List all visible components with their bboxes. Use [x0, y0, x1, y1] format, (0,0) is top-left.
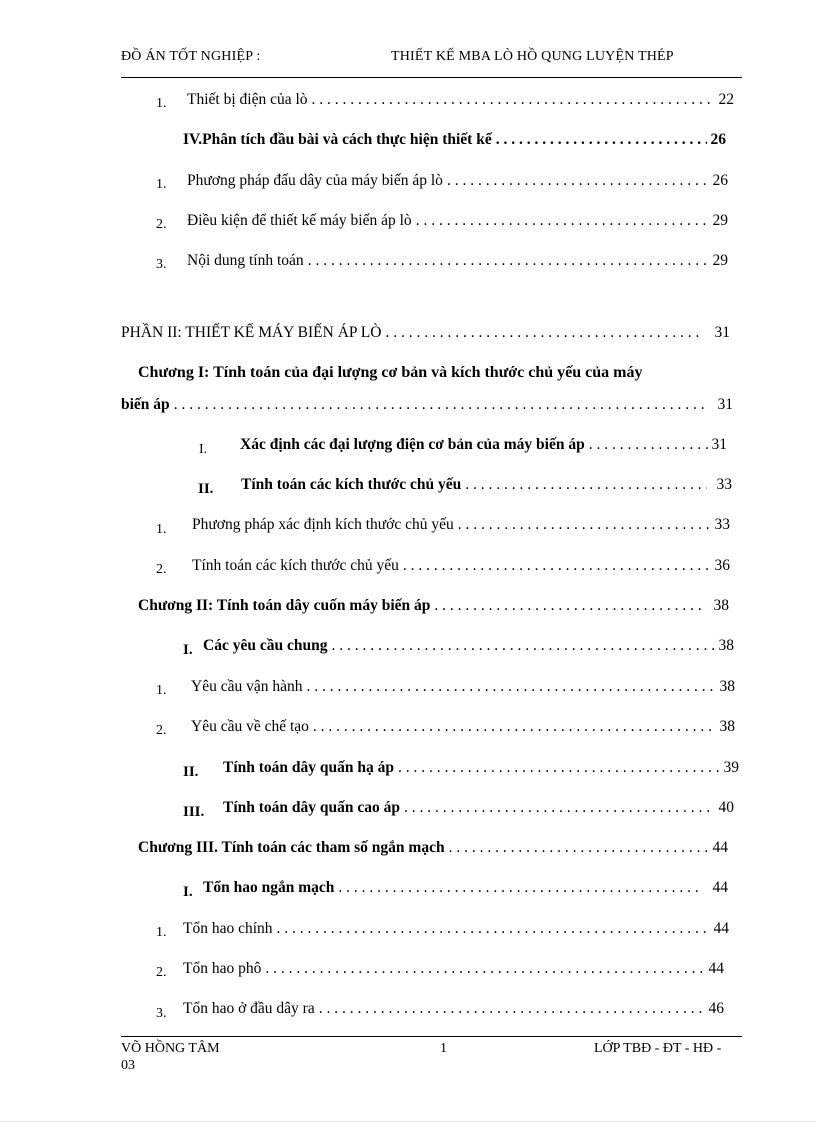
toc-entry-text: Tổn hao phô	[183, 960, 262, 977]
toc-page-number: 29	[712, 212, 728, 229]
toc-entry	[183, 131, 726, 149]
toc-entry-text: Chương I: Tính toán của đại lượng cơ bản và kích thước chủ yếu của máy	[138, 364, 643, 381]
toc-page-number: 44	[712, 839, 728, 856]
toc-entry	[191, 678, 735, 696]
toc-entry	[183, 920, 729, 938]
toc-number: 3.	[156, 1006, 167, 1021]
header-right: THIẾT KẾ MBA LÒ HỒ QUNG LUYỆN THÉP	[391, 49, 674, 64]
toc-entry	[121, 396, 733, 414]
toc-entry-text: Tổn hao ở đầu dây ra	[183, 1000, 315, 1017]
toc-entry-text: Tính toán các kích thước chủ yếu	[241, 476, 462, 493]
toc-number: 1.	[156, 925, 167, 940]
toc-entry	[187, 172, 728, 190]
toc-page-number: 36	[714, 557, 730, 574]
toc-page-number: 46	[708, 1000, 724, 1017]
footer-class-suffix: 03	[121, 1058, 135, 1073]
toc-page-number: 39	[723, 759, 739, 776]
toc-entry-text: Chương II: Tính toán dây cuốn máy biến áp	[138, 597, 431, 614]
toc-entry	[223, 759, 739, 777]
toc-page-number: 38	[713, 597, 729, 614]
toc-entry-text: Yêu cầu vận hành	[191, 678, 303, 695]
toc-number: 3.	[156, 257, 167, 272]
toc-page-number: 29	[712, 252, 728, 269]
toc-number: I.	[183, 642, 193, 658]
toc-entry-text: Thiết bị điện của lò	[187, 91, 308, 108]
toc-entry-text: biến áp	[121, 396, 170, 413]
toc-page-number: 33	[714, 516, 730, 533]
toc-page-number: 26	[712, 172, 728, 189]
toc-entry-text: Phương pháp xác định kích thước chủ yếu	[192, 516, 454, 533]
toc-number: 2.	[156, 217, 167, 232]
toc-page-number: 38	[718, 637, 734, 654]
toc-entry	[187, 91, 734, 109]
toc-page-number: 22	[718, 91, 734, 108]
toc-page-number: 44	[708, 960, 724, 977]
toc-number: 2.	[156, 562, 167, 577]
toc-page-number: 33	[716, 476, 732, 493]
header-left: ĐỒ ÁN TỐT NGHIỆP :	[121, 49, 261, 64]
toc-entry-text: IV.Phân tích đầu bài và cách thực hiện thiết kế	[183, 131, 492, 148]
toc-page-number: 40	[718, 799, 734, 816]
toc-page-number: 31	[714, 324, 730, 341]
toc-page-number: 31	[711, 436, 727, 453]
page-edge	[0, 1121, 816, 1122]
toc-entry-text: Tổn hao ngắn mạch	[203, 879, 335, 896]
toc-page-number: 44	[713, 920, 729, 937]
toc-entry	[223, 799, 734, 817]
toc-entry-text: Tính toán dây quấn cao áp	[223, 799, 401, 816]
toc-number: 1.	[156, 522, 167, 537]
toc-entry	[192, 557, 730, 575]
toc-entry-chapter	[138, 597, 729, 615]
footer-author: VÕ HỒNG TÂM	[121, 1041, 220, 1056]
toc-entry-text: Tính toán dây quấn hạ áp	[223, 759, 395, 776]
toc-number: I.	[199, 442, 208, 457]
toc-page-number: 44	[712, 879, 728, 896]
toc-page-number: 31	[717, 396, 733, 413]
toc-entry	[241, 476, 732, 494]
toc-entry	[240, 436, 727, 454]
toc-page-number: 26	[710, 131, 726, 148]
toc-number: II.	[198, 481, 214, 497]
toc-number: 2.	[156, 965, 167, 980]
footer-page-number: 1	[440, 1041, 447, 1056]
toc-entry-text: Phương pháp đấu dây của máy biến áp lò	[187, 172, 443, 189]
toc-entry	[203, 879, 728, 897]
toc-entry-text: Nội dung tính toán	[187, 252, 304, 269]
footer-class: LỚP TBĐ - ĐT - HĐ -	[594, 1041, 722, 1056]
footer-rule	[121, 1036, 742, 1037]
toc-page-number: 38	[719, 678, 735, 695]
toc-number: III.	[183, 804, 205, 820]
toc-entry-text: PHẦN II: THIẾT KẾ MÁY BIẾN ÁP LÒ	[121, 324, 382, 341]
toc-number: II.	[183, 764, 199, 780]
toc-entry	[183, 1000, 724, 1018]
toc-number: 1.	[156, 177, 167, 192]
toc-entry	[187, 212, 728, 230]
toc-entry	[191, 718, 735, 736]
toc-page-number: 38	[719, 718, 735, 735]
toc-chapter-title	[138, 364, 642, 382]
toc-entry	[203, 637, 734, 655]
toc-entry-part	[121, 324, 730, 342]
toc-entry-text: Yêu cầu về chế tạo	[191, 718, 309, 735]
toc-entry-text: Chương III. Tính toán các tham số ngắn mạch	[138, 839, 445, 856]
toc-entry-text: Tính toán các kích thước chủ yếu	[192, 557, 399, 574]
toc-entry-text: Tổn hao chính	[183, 920, 273, 937]
toc-number: 2.	[156, 723, 167, 738]
toc-number: 1.	[156, 683, 167, 698]
toc-entry	[187, 252, 728, 270]
toc-number: 1.	[156, 96, 167, 111]
toc-entry	[192, 516, 730, 534]
toc-entry-text: Xác định các đại lượng điện cơ bản của máy biến áp	[240, 436, 585, 453]
toc-entry-text: Điều kiện để thiết kế máy biến áp lò	[187, 212, 412, 229]
toc-entry-chapter	[138, 839, 728, 857]
toc-number: I.	[183, 884, 193, 900]
toc-entry	[183, 960, 724, 978]
toc-entry-text: Các yêu cầu chung	[203, 637, 328, 654]
